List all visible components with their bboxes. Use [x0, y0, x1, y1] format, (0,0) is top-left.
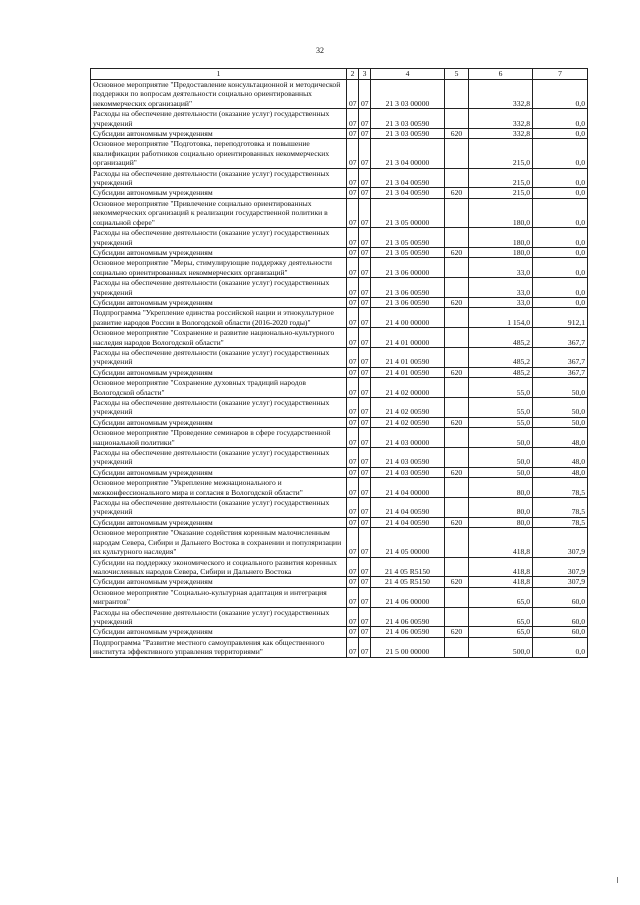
section-code-cell: 07 — [347, 198, 359, 227]
table-row — [91, 308, 588, 328]
row-name-cell: Субсидии автономным учреждениям — [91, 517, 347, 527]
expense-type-cell — [445, 498, 469, 518]
target-article-cell: 21 3 05 00000 — [371, 198, 445, 227]
target-article-cell: 21 4 01 00590 — [371, 347, 445, 367]
header-cell: 6 — [469, 69, 533, 80]
expense-type-cell — [445, 198, 469, 227]
expense-type-cell: 620 — [445, 627, 469, 637]
row-name-cell: Основное мероприятие "Сохранение духовных традиций народов Вологодской области" — [91, 378, 347, 398]
amount-cell: 55,0 — [469, 378, 533, 398]
expense-type-cell: 620 — [445, 247, 469, 257]
subsection-code-cell: 07 — [359, 188, 371, 198]
header-cell: 2 — [347, 69, 359, 80]
target-article-cell: 21 4 01 00590 — [371, 367, 445, 377]
table-row — [91, 627, 588, 637]
amount-cell: 367,7 — [533, 347, 588, 367]
target-article-cell: 21 3 06 00000 — [371, 258, 445, 278]
section-code-cell: 07 — [347, 168, 359, 188]
amount-cell: 60,0 — [533, 587, 588, 607]
subsection-code-cell: 07 — [359, 448, 371, 468]
target-article-cell: 21 5 00 00000 — [371, 637, 445, 657]
row-name-cell: Основное мероприятие "Социально-культурная адаптация и интеграция мигрантов" — [91, 587, 347, 607]
subsection-code-cell: 07 — [359, 467, 371, 477]
target-article-cell: 21 4 06 00590 — [371, 607, 445, 627]
section-code-cell: 07 — [347, 297, 359, 307]
table-row — [91, 247, 588, 257]
section-code-cell: 07 — [347, 308, 359, 328]
section-code-cell: 07 — [347, 328, 359, 348]
section-code-cell: 07 — [347, 139, 359, 168]
amount-cell: 48,0 — [533, 428, 588, 448]
amount-cell: 50,0 — [533, 417, 588, 427]
table-row — [91, 328, 588, 348]
row-name-cell: Основное мероприятие "Укрепление межнационального и межконфессионального мира и согласия в Вологодской области" — [91, 478, 347, 498]
expense-type-cell — [445, 528, 469, 557]
row-name-cell: Подпрограмма "Развитие местного самоуправления как общественного института эффективного управления территориями" — [91, 637, 347, 657]
section-code-cell: 07 — [347, 378, 359, 398]
table-row — [91, 297, 588, 307]
expense-type-cell — [445, 168, 469, 188]
amount-cell: 332,8 — [469, 109, 533, 129]
row-name-cell: Расходы на обеспечение деятельности (оказание услуг) государственных учреждений — [91, 498, 347, 518]
section-code-cell: 07 — [347, 129, 359, 139]
table-row — [91, 467, 588, 477]
row-name-cell: Основное мероприятие "Привлечение социально ориентированных некоммерческих организаций к реализации государственной политики в социальной сфере" — [91, 198, 347, 227]
expense-type-cell — [445, 398, 469, 418]
target-article-cell: 21 3 04 00590 — [371, 188, 445, 198]
amount-cell: 418,8 — [469, 577, 533, 587]
target-article-cell: 21 4 03 00590 — [371, 448, 445, 468]
amount-cell: 33,0 — [469, 297, 533, 307]
table-row — [91, 367, 588, 377]
header-cell: 5 — [445, 69, 469, 80]
amount-cell: 215,0 — [469, 188, 533, 198]
expense-type-cell — [445, 328, 469, 348]
table-row — [91, 607, 588, 627]
section-code-cell: 07 — [347, 528, 359, 557]
amount-cell: 180,0 — [469, 247, 533, 257]
subsection-code-cell: 07 — [359, 577, 371, 587]
amount-cell: 485,2 — [469, 367, 533, 377]
row-name-cell: Субсидии на поддержку экономического и социального развития коренных малочисленных народов Севера, Сибири и Дальнего Востока — [91, 557, 347, 577]
row-name-cell: Субсидии автономным учреждениям — [91, 247, 347, 257]
subsection-code-cell: 07 — [359, 308, 371, 328]
expense-type-cell: 620 — [445, 517, 469, 527]
table-row — [91, 587, 588, 607]
amount-cell: 180,0 — [469, 198, 533, 227]
expense-type-cell: 620 — [445, 129, 469, 139]
target-article-cell: 21 3 03 00000 — [371, 80, 445, 109]
expense-type-cell — [445, 258, 469, 278]
target-article-cell: 21 4 02 00590 — [371, 417, 445, 427]
row-name-cell: Основное мероприятие "Подготовка, переподготовка и повышение квалификации работников социально ориентированных некоммерческих организаций" — [91, 139, 347, 168]
amount-cell: 0,0 — [533, 188, 588, 198]
section-code-cell: 07 — [347, 417, 359, 427]
amount-cell: 367,7 — [533, 367, 588, 377]
row-name-cell: Основное мероприятие "Сохранение и развитие национально-культурного наследия народов Вологодской области" — [91, 328, 347, 348]
amount-cell: 0,0 — [533, 247, 588, 257]
table-row — [91, 528, 588, 557]
target-article-cell: 21 4 00 00000 — [371, 308, 445, 328]
target-article-cell: 21 4 05 00000 — [371, 528, 445, 557]
section-code-cell: 07 — [347, 498, 359, 518]
subsection-code-cell: 07 — [359, 627, 371, 637]
expense-type-cell: 620 — [445, 417, 469, 427]
table-row — [91, 498, 588, 518]
subsection-code-cell: 07 — [359, 168, 371, 188]
expense-type-cell: 620 — [445, 467, 469, 477]
expense-type-cell — [445, 139, 469, 168]
subsection-code-cell: 07 — [359, 198, 371, 227]
amount-cell: 65,0 — [469, 627, 533, 637]
row-name-cell: Субсидии автономным учреждениям — [91, 577, 347, 587]
amount-cell: 0,0 — [533, 139, 588, 168]
target-article-cell: 21 4 02 00000 — [371, 378, 445, 398]
amount-cell: 332,8 — [469, 129, 533, 139]
table-row — [91, 517, 588, 527]
table-row — [91, 347, 588, 367]
subsection-code-cell: 07 — [359, 378, 371, 398]
amount-cell: 0,0 — [533, 278, 588, 298]
amount-cell: 418,8 — [469, 528, 533, 557]
table-row — [91, 448, 588, 468]
amount-cell: 0,0 — [533, 258, 588, 278]
table-row — [91, 637, 588, 657]
expense-type-cell — [445, 347, 469, 367]
row-name-cell: Субсидии автономным учреждениям — [91, 467, 347, 477]
expense-type-cell — [445, 278, 469, 298]
amount-cell: 60,0 — [533, 607, 588, 627]
amount-cell: 78,5 — [533, 498, 588, 518]
amount-cell: 485,2 — [469, 347, 533, 367]
row-name-cell: Субсидии автономным учреждениям — [91, 297, 347, 307]
target-article-cell: 21 4 04 00590 — [371, 498, 445, 518]
table-row — [91, 278, 588, 298]
target-article-cell: 21 4 06 00000 — [371, 587, 445, 607]
target-article-cell: 21 4 04 00000 — [371, 478, 445, 498]
header-cell: 3 — [359, 69, 371, 80]
subsection-code-cell: 07 — [359, 247, 371, 257]
amount-cell: 33,0 — [469, 278, 533, 298]
section-code-cell: 07 — [347, 557, 359, 577]
amount-cell: 332,8 — [469, 80, 533, 109]
amount-cell: 307,9 — [533, 577, 588, 587]
subsection-code-cell: 07 — [359, 517, 371, 527]
row-name-cell: Основное мероприятие "Проведение семинаров в сфере государственной национальной политики" — [91, 428, 347, 448]
amount-cell: 0,0 — [533, 297, 588, 307]
row-name-cell: Расходы на обеспечение деятельности (оказание услуг) государственных учреждений — [91, 228, 347, 248]
amount-cell: 65,0 — [469, 607, 533, 627]
row-name-cell: Расходы на обеспечение деятельности (оказание услуг) государственных учреждений — [91, 109, 347, 129]
target-article-cell: 21 4 02 00590 — [371, 398, 445, 418]
amount-cell: 50,0 — [533, 378, 588, 398]
amount-cell: 48,0 — [533, 448, 588, 468]
amount-cell: 0,0 — [533, 198, 588, 227]
section-code-cell: 07 — [347, 577, 359, 587]
expense-type-cell — [445, 378, 469, 398]
expense-type-cell — [445, 557, 469, 577]
amount-cell: 65,0 — [469, 587, 533, 607]
target-article-cell: 21 3 04 00590 — [371, 168, 445, 188]
amount-cell: 418,8 — [469, 557, 533, 577]
subsection-code-cell: 07 — [359, 278, 371, 298]
row-name-cell: Расходы на обеспечение деятельности (оказание услуг) государственных учреждений — [91, 398, 347, 418]
table-row — [91, 398, 588, 418]
amount-cell: 0,0 — [533, 109, 588, 129]
expense-type-cell — [445, 448, 469, 468]
target-article-cell: 21 4 03 00590 — [371, 467, 445, 477]
row-name-cell: Субсидии автономным учреждениям — [91, 627, 347, 637]
target-article-cell: 21 4 05 R5150 — [371, 557, 445, 577]
amount-cell: 33,0 — [469, 258, 533, 278]
header-row — [91, 69, 588, 80]
subsection-code-cell: 07 — [359, 258, 371, 278]
expense-type-cell: 620 — [445, 367, 469, 377]
subsection-code-cell: 07 — [359, 637, 371, 657]
table-row — [91, 80, 588, 109]
section-code-cell: 07 — [347, 627, 359, 637]
amount-cell: 912,1 — [533, 308, 588, 328]
table-row — [91, 139, 588, 168]
target-article-cell: 21 3 06 00590 — [371, 278, 445, 298]
target-article-cell: 21 3 03 00590 — [371, 109, 445, 129]
table-row — [91, 557, 588, 577]
target-article-cell: 21 4 01 00000 — [371, 328, 445, 348]
row-name-cell: Субсидии автономным учреждениям — [91, 188, 347, 198]
amount-cell: 215,0 — [469, 168, 533, 188]
amount-cell: 78,5 — [533, 517, 588, 527]
table-row — [91, 478, 588, 498]
subsection-code-cell: 07 — [359, 129, 371, 139]
amount-cell: 80,0 — [469, 517, 533, 527]
amount-cell: 180,0 — [469, 228, 533, 248]
page-number: 32 — [316, 46, 324, 55]
section-code-cell: 07 — [347, 467, 359, 477]
row-name-cell: Расходы на обеспечение деятельности (оказание услуг) государственных учреждений — [91, 347, 347, 367]
section-code-cell: 07 — [347, 398, 359, 418]
section-code-cell: 07 — [347, 347, 359, 367]
section-code-cell: 07 — [347, 367, 359, 377]
subsection-code-cell: 07 — [359, 557, 371, 577]
row-name-cell: Подпрограмма "Укрепление единства российской нации и этнокультурное развитие народов России в Вологодской области (2016-2020 годы)" — [91, 308, 347, 328]
section-code-cell: 07 — [347, 80, 359, 109]
budget-table — [90, 68, 588, 658]
table-row — [91, 258, 588, 278]
expense-type-cell: 620 — [445, 577, 469, 587]
amount-cell: 78,5 — [533, 478, 588, 498]
section-code-cell: 07 — [347, 228, 359, 248]
row-name-cell: Расходы на обеспечение деятельности (оказание услуг) государственных учреждений — [91, 607, 347, 627]
section-code-cell: 07 — [347, 607, 359, 627]
section-code-cell: 07 — [347, 478, 359, 498]
table-row — [91, 378, 588, 398]
target-article-cell: 21 4 04 00590 — [371, 517, 445, 527]
row-name-cell: Основное мероприятие "Предоставление консультационной и методической поддержки по вопросам деятельности социально ориентированных некоммерческих организаций" — [91, 80, 347, 109]
section-code-cell: 07 — [347, 428, 359, 448]
target-article-cell: 21 3 03 00590 — [371, 129, 445, 139]
table-row — [91, 168, 588, 188]
subsection-code-cell: 07 — [359, 607, 371, 627]
row-name-cell: Субсидии автономным учреждениям — [91, 129, 347, 139]
row-name-cell: Основное мероприятие "Оказание содействия коренным малочисленным народам Севера, Сибири и Дальнего Востока в сохранении и популяризации их культурного наследия" — [91, 528, 347, 557]
subsection-code-cell: 07 — [359, 478, 371, 498]
row-name-cell: Расходы на обеспечение деятельности (оказание услуг) государственных учреждений — [91, 278, 347, 298]
row-name-cell: Расходы на обеспечение деятельности (оказание услуг) государственных учреждений — [91, 168, 347, 188]
amount-cell: 0,0 — [533, 129, 588, 139]
amount-cell: 50,0 — [469, 467, 533, 477]
amount-cell: 80,0 — [469, 498, 533, 518]
amount-cell: 50,0 — [533, 398, 588, 418]
amount-cell: 307,9 — [533, 528, 588, 557]
expense-type-cell: 620 — [445, 297, 469, 307]
amount-cell: 55,0 — [469, 398, 533, 418]
target-article-cell: 21 4 05 R5150 — [371, 577, 445, 587]
target-article-cell: 21 4 06 00590 — [371, 627, 445, 637]
amount-cell: 485,2 — [469, 328, 533, 348]
subsection-code-cell: 07 — [359, 417, 371, 427]
table-row — [91, 417, 588, 427]
subsection-code-cell: 07 — [359, 228, 371, 248]
amount-cell: 0,0 — [533, 228, 588, 248]
expense-type-cell: 620 — [445, 188, 469, 198]
table-row — [91, 109, 588, 129]
subsection-code-cell: 07 — [359, 347, 371, 367]
target-article-cell: 21 3 05 00590 — [371, 228, 445, 248]
row-name-cell: Субсидии автономным учреждениям — [91, 367, 347, 377]
subsection-code-cell: 07 — [359, 428, 371, 448]
amount-cell: 48,0 — [533, 467, 588, 477]
target-article-cell: 21 3 04 00000 — [371, 139, 445, 168]
table-row — [91, 198, 588, 227]
table-row — [91, 228, 588, 248]
header-cell: 1 — [91, 69, 347, 80]
expense-type-cell — [445, 109, 469, 129]
amount-cell: 55,0 — [469, 417, 533, 427]
amount-cell: 215,0 — [469, 139, 533, 168]
target-article-cell: 21 3 05 00590 — [371, 247, 445, 257]
expense-type-cell — [445, 637, 469, 657]
expense-type-cell — [445, 228, 469, 248]
header-cell: 4 — [371, 69, 445, 80]
row-name-cell: Основное мероприятие "Меры, стимулирующие поддержку деятельности социально ориентированных некоммерческих организаций" — [91, 258, 347, 278]
amount-cell: 367,7 — [533, 328, 588, 348]
section-code-cell: 07 — [347, 517, 359, 527]
amount-cell: 307,9 — [533, 557, 588, 577]
section-code-cell: 07 — [347, 188, 359, 198]
subsection-code-cell: 07 — [359, 528, 371, 557]
expense-type-cell — [445, 607, 469, 627]
amount-cell: 500,0 — [469, 637, 533, 657]
table-row — [91, 577, 588, 587]
subsection-code-cell: 07 — [359, 80, 371, 109]
table-row — [91, 188, 588, 198]
expense-type-cell — [445, 478, 469, 498]
amount-cell: 0,0 — [533, 168, 588, 188]
amount-cell: 50,0 — [469, 428, 533, 448]
section-code-cell: 07 — [347, 258, 359, 278]
header-cell: 7 — [533, 69, 588, 80]
subsection-code-cell: 07 — [359, 109, 371, 129]
subsection-code-cell: 07 — [359, 398, 371, 418]
amount-cell: 0,0 — [533, 637, 588, 657]
subsection-code-cell: 07 — [359, 328, 371, 348]
section-code-cell: 07 — [347, 448, 359, 468]
row-name-cell: Расходы на обеспечение деятельности (оказание услуг) государственных учреждений — [91, 448, 347, 468]
expense-type-cell — [445, 308, 469, 328]
row-name-cell: Субсидии автономным учреждениям — [91, 417, 347, 427]
expense-type-cell — [445, 428, 469, 448]
scan-mark — [617, 877, 618, 883]
amount-cell: 80,0 — [469, 478, 533, 498]
expense-type-cell — [445, 587, 469, 607]
target-article-cell: 21 4 03 00000 — [371, 428, 445, 448]
amount-cell: 60,0 — [533, 627, 588, 637]
amount-cell: 0,0 — [533, 80, 588, 109]
section-code-cell: 07 — [347, 247, 359, 257]
amount-cell: 50,0 — [469, 448, 533, 468]
section-code-cell: 07 — [347, 587, 359, 607]
expense-type-cell — [445, 80, 469, 109]
amount-cell: 1 154,0 — [469, 308, 533, 328]
table-row — [91, 129, 588, 139]
section-code-cell: 07 — [347, 109, 359, 129]
subsection-code-cell: 07 — [359, 498, 371, 518]
subsection-code-cell: 07 — [359, 297, 371, 307]
target-article-cell: 21 3 06 00590 — [371, 297, 445, 307]
subsection-code-cell: 07 — [359, 139, 371, 168]
subsection-code-cell: 07 — [359, 367, 371, 377]
subsection-code-cell: 07 — [359, 587, 371, 607]
section-code-cell: 07 — [347, 637, 359, 657]
table-row — [91, 428, 588, 448]
section-code-cell: 07 — [347, 278, 359, 298]
